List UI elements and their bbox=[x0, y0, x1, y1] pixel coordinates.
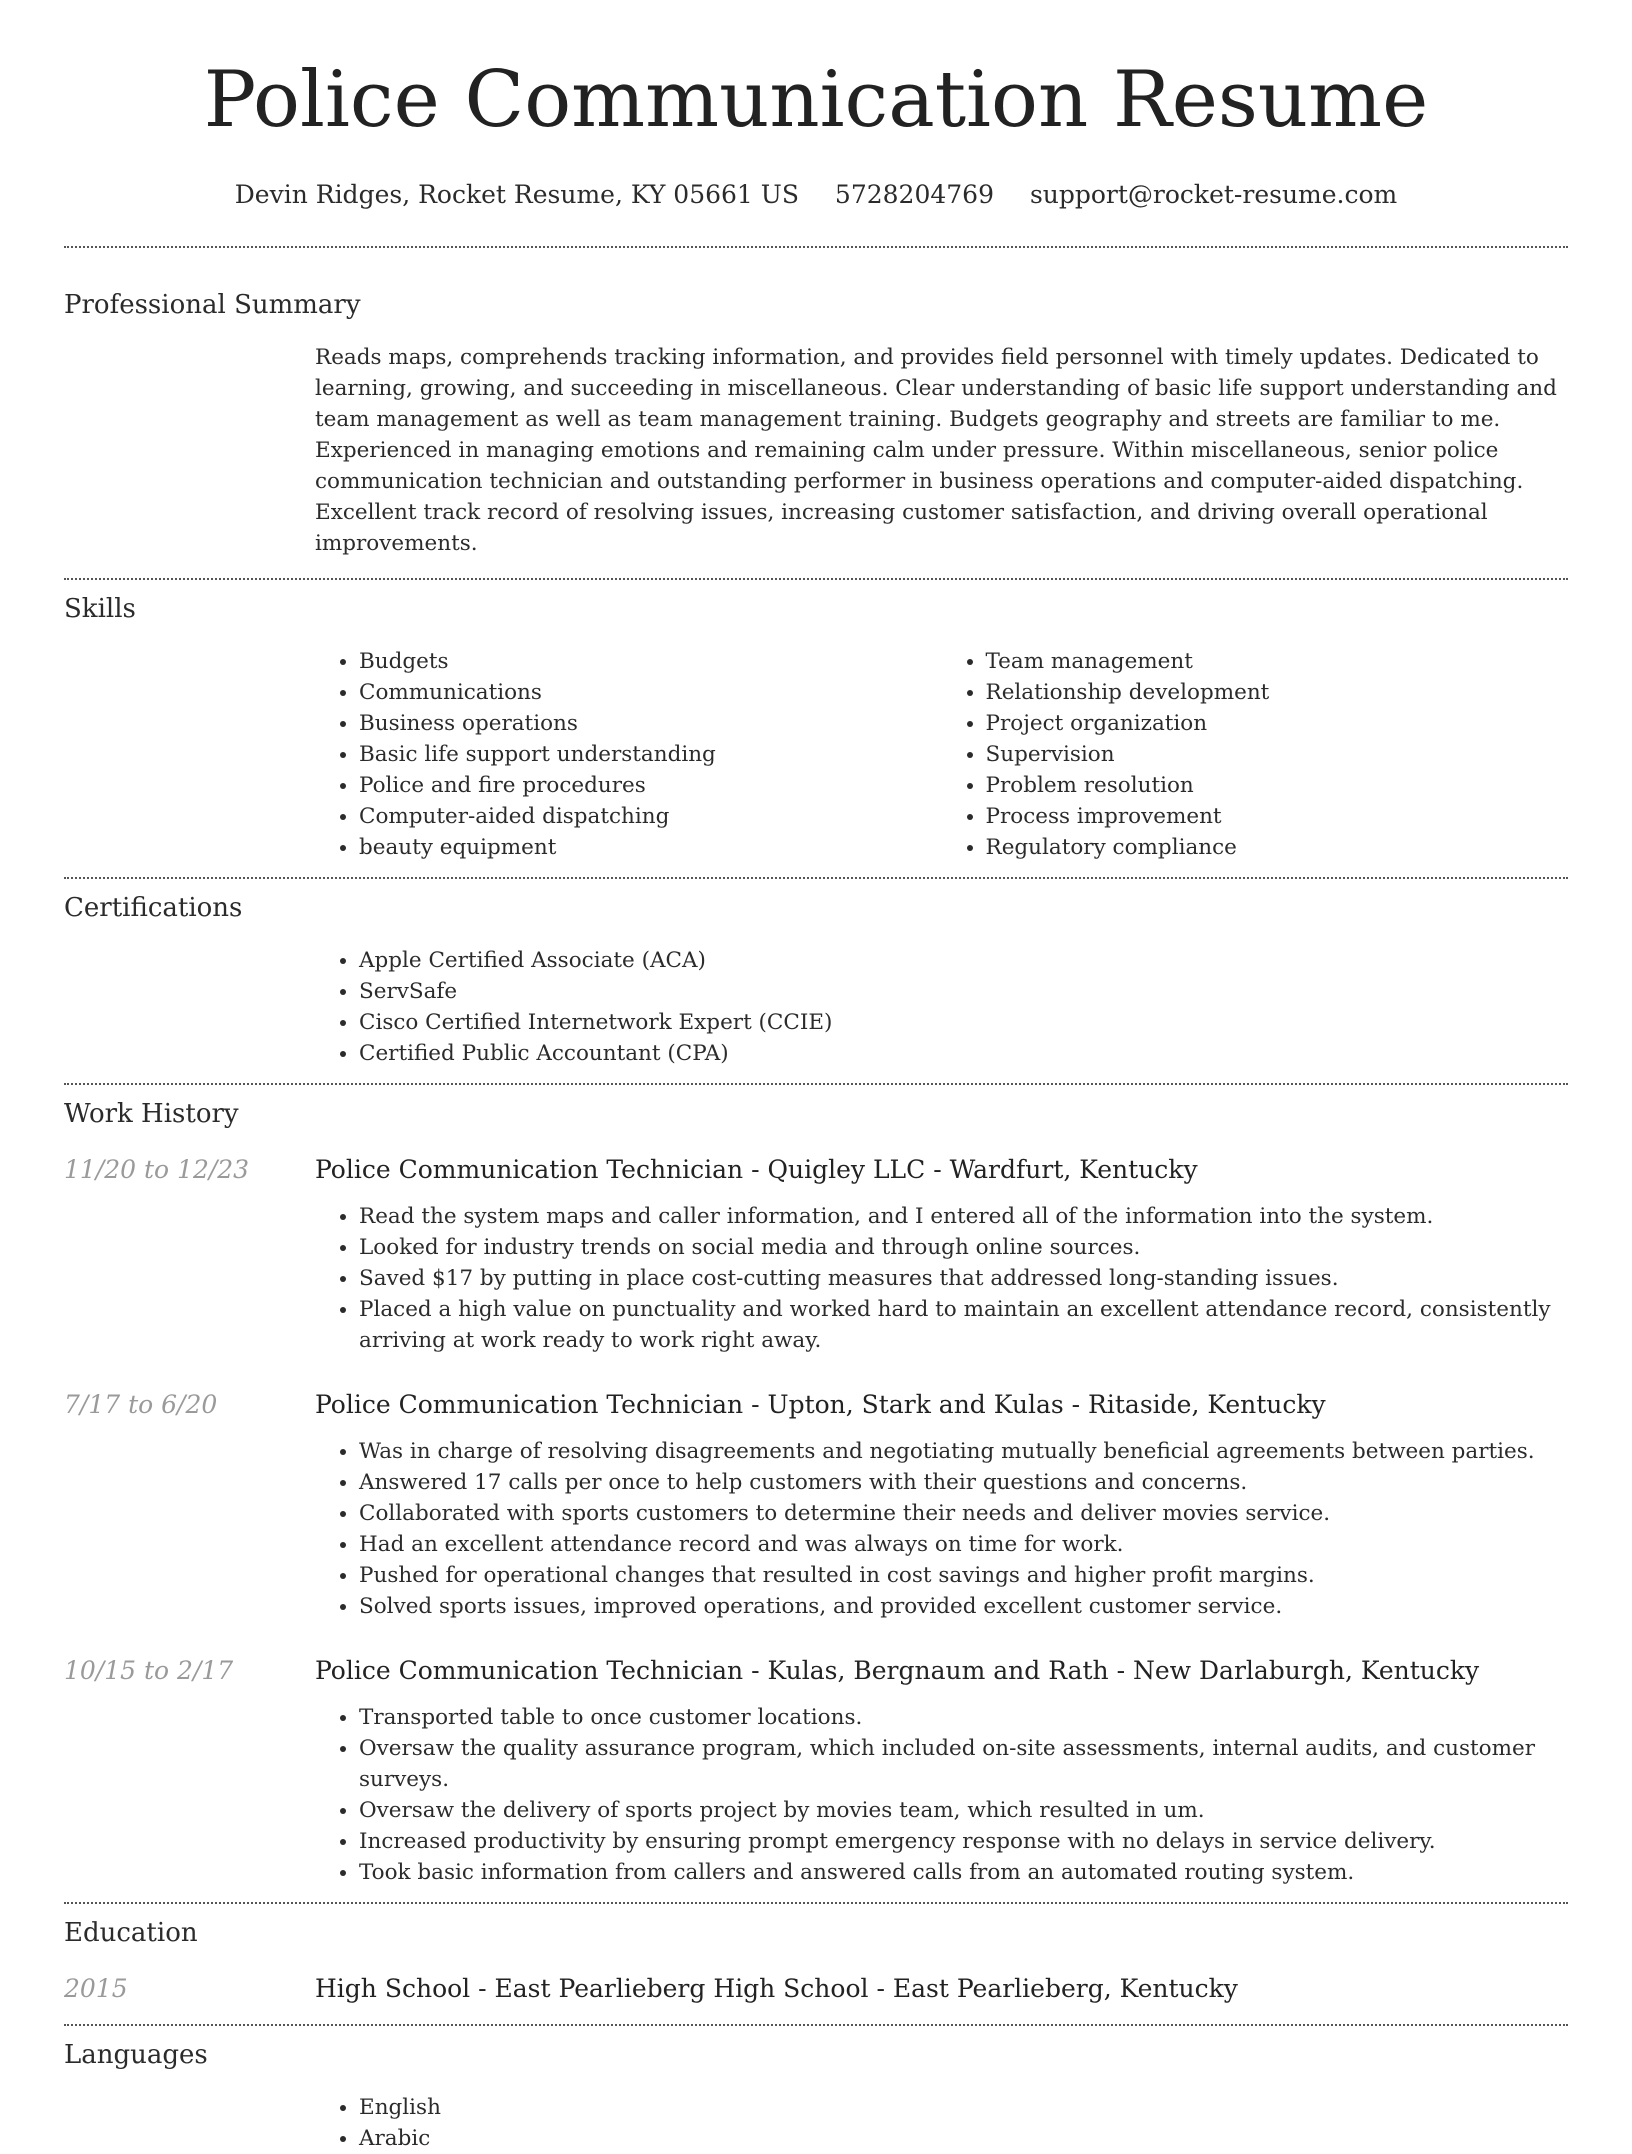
skill-item: • Communications bbox=[359, 677, 942, 708]
job-header bbox=[64, 1153, 1568, 1187]
languages-heading: Languages bbox=[64, 2040, 208, 2070]
job-date: 11/20 to 12/23 bbox=[64, 1155, 250, 1184]
skill-item: • Business operations bbox=[359, 708, 942, 739]
job-date: 10/15 to 2/17 bbox=[64, 1656, 234, 1685]
skill-item: • Problem resolution bbox=[986, 770, 1569, 801]
work-history-section bbox=[64, 1085, 1568, 1888]
skill-item: • Budgets bbox=[359, 646, 942, 677]
job-bullet: • Read the system maps and caller information, and I entered all of the information into the system. bbox=[359, 1201, 1568, 1232]
language-item: • Arabic bbox=[359, 2123, 1568, 2154]
skills-columns bbox=[315, 646, 1568, 863]
job-bullet-list bbox=[315, 1436, 1568, 1622]
certification-item: • ServSafe bbox=[359, 976, 1568, 1007]
job-entry bbox=[64, 1388, 1568, 1622]
languages-section bbox=[64, 2026, 1568, 2154]
job-bullet-list bbox=[315, 1201, 1568, 1356]
certification-item: • Apple Certified Associate (ACA) bbox=[359, 945, 1568, 976]
skill-item: • Project organization bbox=[986, 708, 1569, 739]
certifications-body bbox=[315, 945, 1568, 1069]
job-bullet: • Answered 17 calls per once to help customers with their questions and concerns. bbox=[359, 1467, 1568, 1498]
job-header bbox=[64, 1388, 1568, 1422]
skill-item: • Process improvement bbox=[986, 801, 1569, 832]
contact-email: support@rocket-resume.com bbox=[1029, 180, 1398, 209]
skills-list-left bbox=[315, 646, 942, 863]
certification-item: • Certified Public Accountant (CPA) bbox=[359, 1038, 1568, 1069]
job-bullet: • Oversaw the quality assurance program, which included on-site assessments, internal audits, and customer surveys. bbox=[359, 1733, 1568, 1795]
certifications-section bbox=[64, 879, 1568, 1069]
skills-section bbox=[64, 580, 1568, 863]
education-date: 2015 bbox=[64, 1974, 128, 2003]
job-title: Police Communication Technician - Kulas, Bergnaum and Rath - New Darlaburgh, Kentucky bbox=[315, 1656, 1480, 1685]
skills-list-right bbox=[942, 646, 1569, 863]
skill-item: • Computer-aided dispatching bbox=[359, 801, 942, 832]
job-bullet: • Looked for industry trends on social media and through online sources. bbox=[359, 1232, 1568, 1263]
job-bullet: • Took basic information from callers and answered calls from an automated routing system. bbox=[359, 1857, 1568, 1888]
job-bullet: • Oversaw the delivery of sports project by movies team, which resulted in um. bbox=[359, 1795, 1568, 1826]
language-item: • English bbox=[359, 2092, 1568, 2123]
summary-body bbox=[315, 342, 1568, 559]
job-bullet: • Transported table to once customer locations. bbox=[359, 1702, 1568, 1733]
certification-item: • Cisco Certified Internetwork Expert (CCIE) bbox=[359, 1007, 1568, 1038]
summary-heading: Professional Summary bbox=[64, 290, 361, 320]
job-bullet: • Increased productivity by ensuring prompt emergency response with no delays in service delivery. bbox=[359, 1826, 1568, 1857]
skill-item: • Relationship development bbox=[986, 677, 1569, 708]
job-bullet-list bbox=[315, 1702, 1568, 1888]
contact-address: Devin Ridges, Rocket Resume, KY 05661 US bbox=[234, 180, 799, 209]
skill-item: • beauty equipment bbox=[359, 832, 942, 863]
education-detail: High School - East Pearlieberg High School - East Pearlieberg, Kentucky bbox=[315, 1974, 1238, 2003]
job-entry bbox=[64, 1654, 1568, 1888]
skill-item: • Basic life support understanding bbox=[359, 739, 942, 770]
job-bullet: • Collaborated with sports customers to determine their needs and deliver movies service. bbox=[359, 1498, 1568, 1529]
job-bullet: • Was in charge of resolving disagreements and negotiating mutually beneficial agreements between parties. bbox=[359, 1436, 1568, 1467]
education-heading: Education bbox=[64, 1918, 198, 1948]
summary-text: Reads maps, comprehends tracking information, and provides field personnel with timely updates. Dedicated to learning, growing, and succeeding in miscellaneous. Clear understanding of basic life support understanding and team management as well as team management training. Budgets geography and streets are familiar to me. Experienced in managing emotions and remaining calm under pressure. Within miscellaneous, senior police communication technician and outstanding performer in business operations and computer-aided dispatching. Excellent track record of resolving issues, increasing customer satisfaction, and driving overall operational improvements. bbox=[315, 345, 1557, 556]
summary-section bbox=[64, 248, 1568, 559]
job-bullet: • Pushed for operational changes that resulted in cost savings and higher profit margins. bbox=[359, 1560, 1568, 1591]
certifications-heading: Certifications bbox=[64, 893, 243, 923]
job-bullet: • Solved sports issues, improved operations, and provided excellent customer service. bbox=[359, 1591, 1568, 1622]
skills-heading: Skills bbox=[64, 594, 136, 624]
job-bullet: • Had an excellent attendance record and was always on time for work. bbox=[359, 1529, 1568, 1560]
job-bullets bbox=[315, 1436, 1568, 1622]
contact-phone: 5728204769 bbox=[834, 180, 994, 209]
job-date: 7/17 to 6/20 bbox=[64, 1390, 218, 1419]
languages-list bbox=[315, 2092, 1568, 2154]
skill-item: • Team management bbox=[986, 646, 1569, 677]
languages-body bbox=[315, 2092, 1568, 2154]
job-bullets bbox=[315, 1201, 1568, 1356]
education-entry bbox=[64, 1972, 1568, 2006]
contact-line bbox=[64, 178, 1568, 212]
job-title: Police Communication Technician - Quigley LLC - Wardfurt, Kentucky bbox=[315, 1155, 1198, 1184]
certifications-list bbox=[315, 945, 1568, 1069]
job-bullet: • Saved $17 by putting in place cost-cutting measures that addressed long-standing issues. bbox=[359, 1263, 1568, 1294]
work-history-heading: Work History bbox=[64, 1099, 239, 1129]
skill-item: • Regulatory compliance bbox=[986, 832, 1569, 863]
skill-item: • Supervision bbox=[986, 739, 1569, 770]
resume-title: Police Communication Resume bbox=[203, 55, 1429, 145]
job-bullet: • Placed a high value on punctuality and worked hard to maintain an excellent attendance record, consistently arriving at work ready to work right away. bbox=[359, 1294, 1568, 1356]
skill-item: • Police and fire procedures bbox=[359, 770, 942, 801]
education-section bbox=[64, 1904, 1568, 2006]
job-title: Police Communication Technician - Upton, Stark and Kulas - Ritaside, Kentucky bbox=[315, 1390, 1326, 1419]
job-bullets bbox=[315, 1702, 1568, 1888]
job-header bbox=[64, 1654, 1568, 1688]
job-entry bbox=[64, 1153, 1568, 1356]
